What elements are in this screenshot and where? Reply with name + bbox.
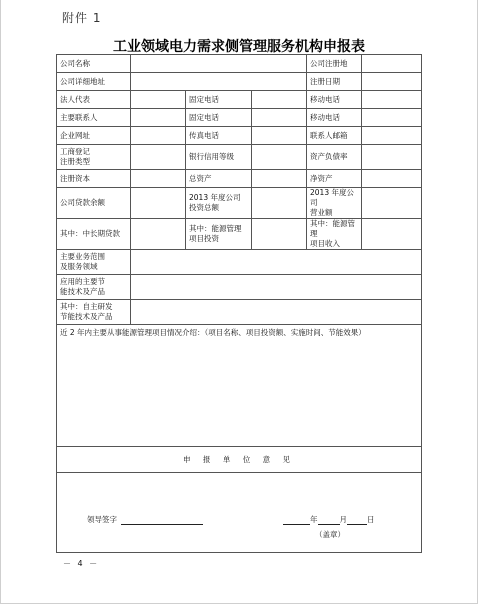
bank-credit-field[interactable]: [252, 145, 307, 170]
net-assets-label: 净资产: [307, 170, 362, 188]
registered-capital-field[interactable]: [131, 170, 186, 188]
contact-mobile-phone-field[interactable]: [362, 109, 422, 127]
applied-tech-label: 应用的主要节 能技术及产品: [57, 275, 131, 300]
fax-field[interactable]: [252, 127, 307, 145]
table-row: [57, 300, 422, 325]
mobile-phone-label: 移动电话: [307, 91, 362, 109]
company-registered-place-field[interactable]: [362, 55, 422, 73]
debt-ratio-label: 资产负债率: [307, 145, 362, 170]
opinion-heading: 申 报 单 位 意 见: [57, 447, 422, 473]
table-row: [57, 91, 422, 109]
date-fields: [283, 515, 375, 525]
main-contact-label: 主要联系人: [57, 109, 131, 127]
total-assets-field[interactable]: [252, 170, 307, 188]
table-row: [57, 73, 422, 91]
debt-ratio-field[interactable]: [362, 145, 422, 170]
table-row: [57, 145, 422, 170]
day-label: 日: [367, 515, 375, 524]
registration-date-field[interactable]: [362, 73, 422, 91]
contact-email-label: 联系人邮箱: [307, 127, 362, 145]
legal-representative-field[interactable]: [131, 91, 186, 109]
company-address-label: 公司详细地址: [57, 73, 131, 91]
table-row: [57, 127, 422, 145]
legal-representative-label: 法人代表: [57, 91, 131, 109]
company-registered-place-label: 公司注册地: [307, 55, 362, 73]
contact-fixed-phone-field[interactable]: [252, 109, 307, 127]
project-intro-label: 近 2 年内主要从事能源管理项目情况介绍：（项目名称、项目投资额、实施时间、节能效果）: [60, 328, 366, 337]
self-developed-tech-label: 其中：自主研发 节能技术及产品: [57, 300, 131, 325]
registered-capital-label: 注册资本: [57, 170, 131, 188]
business-scope-label: 主要业务范围 及服务领域: [57, 250, 131, 275]
energy-project-investment-label: 其中：能源管理 项目投资: [186, 219, 252, 250]
leader-signature-line[interactable]: [121, 524, 203, 525]
table-row: [57, 109, 422, 127]
registration-date-label: 注册日期: [307, 73, 362, 91]
month-label: 月: [339, 515, 347, 524]
business-scope-field[interactable]: [131, 250, 422, 275]
form-title: 工业领域电力需求侧管理服务机构申报表: [113, 39, 365, 55]
year-blank[interactable]: [283, 516, 310, 525]
table-row: [57, 473, 422, 553]
table-row: [57, 447, 422, 473]
leader-signature-label: 领导签字: [87, 515, 117, 524]
company-name-label: 公司名称: [57, 55, 131, 73]
long-term-loan-field[interactable]: [131, 219, 186, 250]
table-row: [57, 170, 422, 188]
website-label: 企业网址: [57, 127, 131, 145]
total-assets-label: 总资产: [186, 170, 252, 188]
project-intro-field[interactable]: [57, 325, 422, 447]
total-investment-label: 2013 年度公司 投资总额: [186, 188, 252, 219]
table-row: [57, 219, 422, 250]
total-investment-field[interactable]: [252, 188, 307, 219]
main-contact-field[interactable]: [131, 109, 186, 127]
page-number: － 4 －: [63, 559, 100, 568]
energy-project-income-label: 其中：能源管理 项目收入: [307, 219, 362, 250]
turnover-label: 2013 年度公司 营业额: [307, 188, 362, 219]
turnover-field[interactable]: [362, 188, 422, 219]
contact-mobile-phone-label: 移动电话: [307, 109, 362, 127]
fixed-phone-label: 固定电话: [186, 91, 252, 109]
contact-email-field[interactable]: [362, 127, 422, 145]
loan-balance-label: 公司贷款余额: [57, 188, 131, 219]
applied-tech-field[interactable]: [131, 275, 422, 300]
day-blank[interactable]: [347, 516, 367, 525]
table-row: [57, 250, 422, 275]
table-row: [57, 325, 422, 447]
attachment-label: 附件 1: [62, 11, 102, 25]
registration-type-label: 工商登记 注册类型: [57, 145, 131, 170]
fixed-phone-field[interactable]: [252, 91, 307, 109]
long-term-loan-label: 其中：中长期贷款: [57, 219, 131, 250]
month-blank[interactable]: [318, 516, 340, 525]
loan-balance-field[interactable]: [131, 188, 186, 219]
stamp-label: （盖章）: [315, 530, 345, 539]
registration-type-field[interactable]: [131, 145, 186, 170]
opinion-signature-area[interactable]: [57, 473, 422, 553]
fax-label: 传真电话: [186, 127, 252, 145]
company-name-field[interactable]: [131, 55, 307, 73]
contact-fixed-phone-label: 固定电话: [186, 109, 252, 127]
mobile-phone-field[interactable]: [362, 91, 422, 109]
year-label: 年: [310, 515, 318, 524]
bank-credit-label: 银行信用等级: [186, 145, 252, 170]
table-row: [57, 188, 422, 219]
energy-project-investment-field[interactable]: [252, 219, 307, 250]
net-assets-field[interactable]: [362, 170, 422, 188]
table-row: [57, 55, 422, 73]
self-developed-tech-field[interactable]: [131, 300, 422, 325]
company-address-field[interactable]: [131, 73, 307, 91]
website-field[interactable]: [131, 127, 186, 145]
energy-project-income-field[interactable]: [362, 219, 422, 250]
application-form-table: [56, 54, 422, 553]
table-row: [57, 275, 422, 300]
